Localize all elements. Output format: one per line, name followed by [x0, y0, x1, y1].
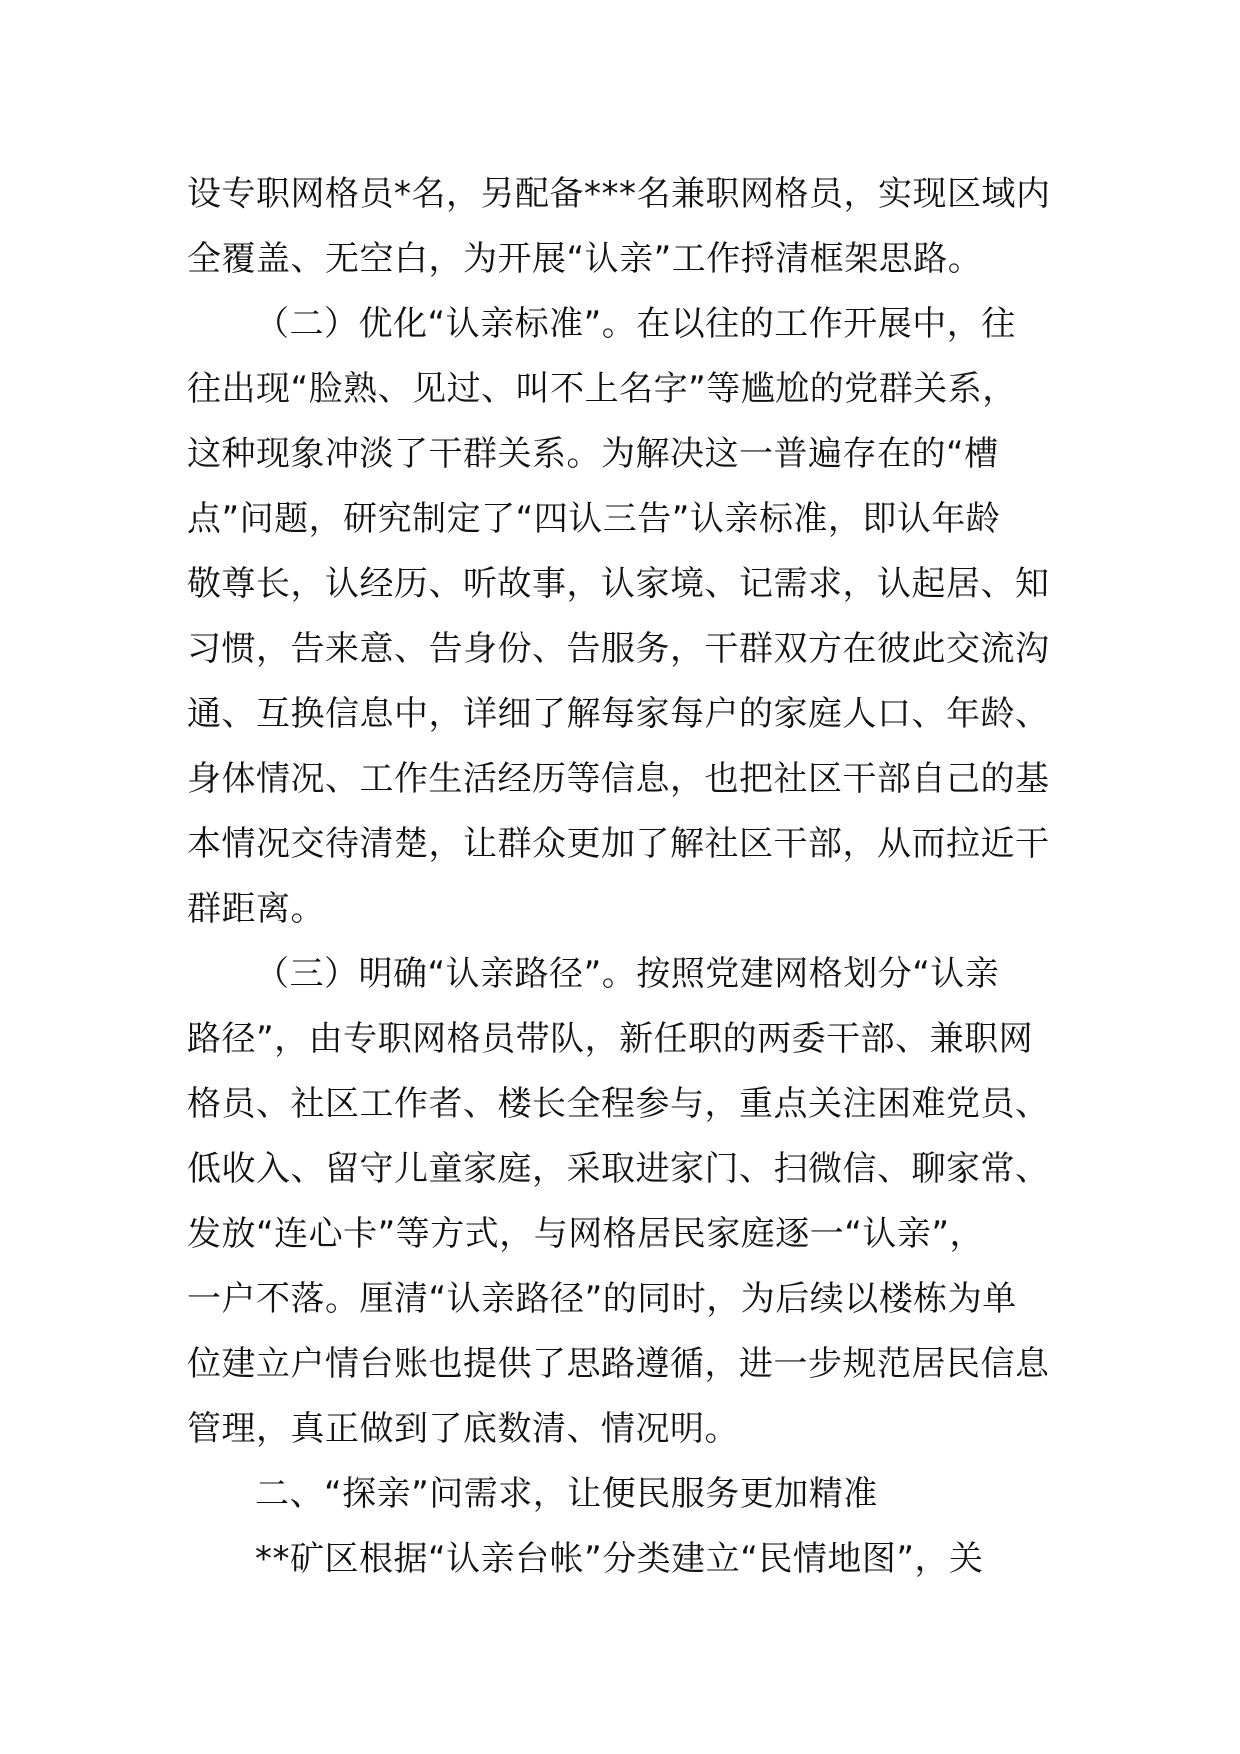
- text-line-14: 路径”，由专职网格员带队，新任职的两委干部、兼职网: [187, 1019, 1034, 1059]
- text-line-13: （三）明确“认亲路径”。按照党建网格划分“认亲: [255, 954, 1000, 994]
- text-line-7: 敬尊长，认经历、听故事，认家境、记需求，认起居、知: [187, 564, 1050, 604]
- text-line-12: 群距离。: [187, 889, 325, 929]
- text-line-6: 点”问题，研究制定了“四认三告”认亲标准，即认年龄: [187, 499, 1001, 539]
- text-line-17: 发放“连心卡”等方式，与网格居民家庭逐一“认亲”，: [187, 1214, 984, 1254]
- text-line-1: 设专职网格员*名，另配备***名兼职网格员，实现区域内: [187, 174, 1051, 214]
- document-page: [187, 162, 1057, 1592]
- text-line-11: 本情况交待清楚，让群众更加了解社区干部，从而拉近干: [187, 824, 1050, 864]
- text-line-2: 全覆盖、无空白，为开展“认亲”工作捋清框架思路。: [187, 239, 983, 279]
- text-line-8: 习惯，告来意、告身份、告服务，干群双方在彼此交流沟: [187, 629, 1050, 669]
- text-line-18: 一户不落。厘清“认亲路径”的同时，为后续以楼栋为单: [187, 1279, 1017, 1319]
- text-line-3: （二）优化“认亲标准”。在以往的工作开展中，往: [255, 304, 1016, 344]
- text-line-4: 往出现“脸熟、见过、叫不上名字”等尴尬的党群关系，: [187, 369, 1017, 409]
- text-line-16: 低收入、留守儿童家庭，采取进家门、扫微信、聊家常、: [187, 1149, 1050, 1189]
- text-line-10: 身体情况、工作生活经历等信息，也把社区干部自己的基: [187, 759, 1050, 799]
- section-heading: 二、“探亲”问需求，让便民服务更加精准: [255, 1474, 878, 1514]
- text-line-5: 这种现象冲淡了干群关系。为解决这一普遍存在的“槽: [187, 434, 999, 474]
- text-line-9: 通、互换信息中，详细了解每家每户的家庭人口、年龄、: [187, 694, 1050, 734]
- text-line-19: 位建立户情台账也提供了思路遵循，进一步规范居民信息: [187, 1344, 1050, 1384]
- text-line-20: 管理，真正做到了底数清、情况明。: [187, 1409, 739, 1449]
- text-line-15: 格员、社区工作者、楼长全程参与，重点关注困难党员、: [187, 1084, 1050, 1124]
- text-line-22: **矿区根据“认亲台帐”分类建立“民情地图”，关: [255, 1539, 984, 1579]
